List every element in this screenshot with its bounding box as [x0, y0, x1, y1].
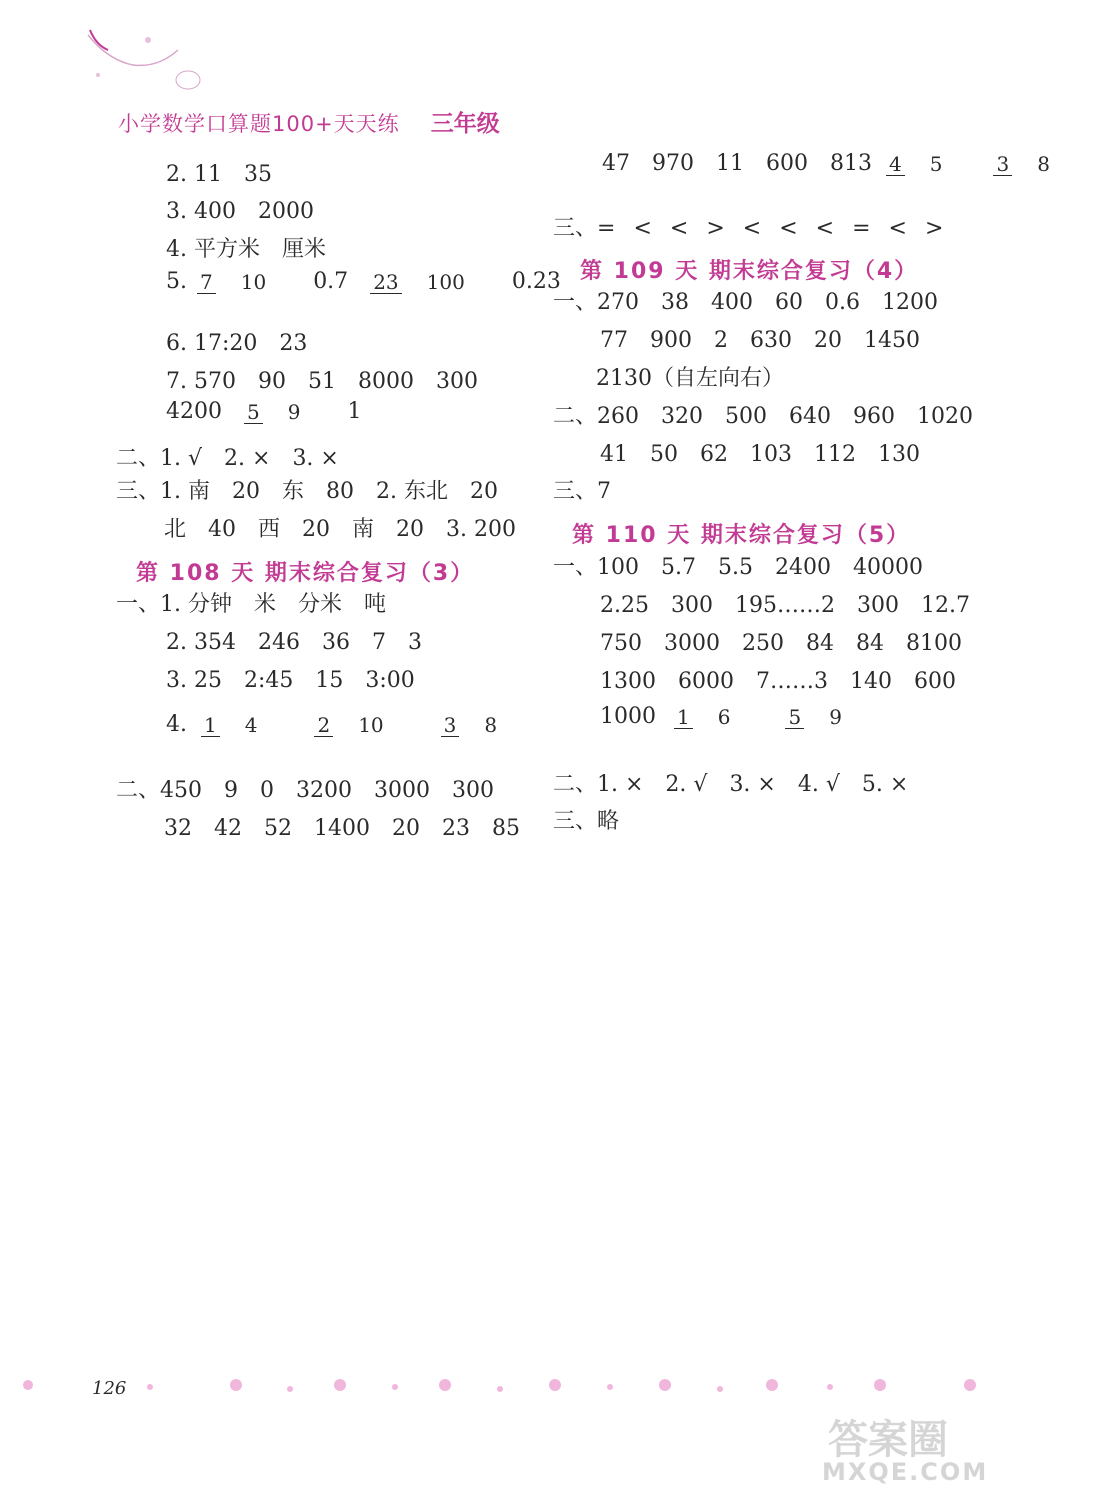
answer-item: 米 [253, 592, 276, 617]
answer-item: 5. × [861, 772, 909, 797]
running-header [118, 105, 500, 138]
answer-item: 2. 东北 [376, 479, 448, 504]
section-heading-day109: 第 109 天 期末综合复习（4） [580, 259, 919, 284]
answer-item: 2.25 [600, 593, 649, 618]
answer-item: 3000 [664, 631, 720, 656]
answer-item: 0.23 [511, 269, 561, 294]
flower-border-icon [0, 1365, 1000, 1405]
flower-decoration-icon [78, 20, 218, 95]
book-title: 小学数学口算题100+天天练 [118, 112, 400, 136]
answer-item: 23 [442, 816, 470, 841]
answer-item: 2. × [224, 446, 271, 471]
fraction: 3 8 [441, 714, 522, 737]
answer-item: 85 [492, 816, 520, 841]
answer-item: 23 [279, 331, 308, 356]
answer-item: 60 [775, 290, 803, 315]
answer-line [166, 667, 437, 695]
answer-line [116, 591, 408, 619]
answer-item: 42 [214, 816, 242, 841]
answer-item: 300 [670, 593, 713, 618]
answer-item: 3 [407, 630, 422, 655]
answer-item: 三、1. 南 [116, 479, 210, 504]
watermark-url: MXQE.COM [822, 1458, 989, 1486]
answer-item: 84 [856, 631, 884, 656]
grade-label: 三年级 [430, 111, 500, 137]
answer-item: 51 [307, 369, 336, 394]
answer-item: 8000 [357, 369, 414, 394]
answer-item: 3. 200 [446, 517, 517, 542]
answer-item: 11 [716, 151, 744, 176]
answer-item: 52 [264, 816, 292, 841]
answer-item: 4. 平方米 [166, 237, 260, 262]
answer-item: 3:00 [365, 668, 415, 693]
answer-item: 84 [806, 631, 834, 656]
answer-line [600, 668, 978, 696]
answer-item: 1 [347, 399, 362, 424]
fraction: 5 9 [785, 706, 866, 729]
answer-line [166, 330, 329, 358]
answer-item: 246 [257, 630, 300, 655]
answer-item: 分米 [298, 592, 343, 617]
answer-line [600, 592, 992, 620]
section-heading-day110: 第 110 天 期末综合复习（5） [572, 523, 911, 548]
answer-line-comparisons [553, 215, 943, 243]
answer-item: > [924, 216, 944, 241]
answer-item: 3. × [292, 446, 339, 471]
answer-line [166, 198, 336, 226]
answer-line-fractions [166, 711, 544, 739]
answer-item: 7……3 [756, 669, 828, 694]
answer-line [166, 161, 294, 189]
answer-item: 1400 [314, 816, 370, 841]
fraction: 23 100 [370, 271, 490, 294]
answer-item: > [706, 216, 725, 241]
answer-item: 二、450 [116, 778, 202, 803]
answer-item: 8100 [906, 631, 962, 656]
answer-line [553, 289, 960, 317]
answer-item: 38 [661, 290, 689, 315]
answer-item: 36 [321, 630, 350, 655]
answer-item: 1020 [917, 404, 973, 429]
answer-item: < [779, 216, 798, 241]
answer-item: 20 [231, 479, 260, 504]
answer-line [116, 478, 520, 506]
answer-item: 二、260 [553, 404, 639, 429]
answer-item: 一、270 [553, 290, 639, 315]
answer-item: 南 [352, 517, 375, 542]
answer-item: 12.7 [920, 593, 970, 618]
answer-item: 5. [166, 269, 187, 294]
answer-item: 4. √ [797, 772, 840, 797]
answer-item: 20 [396, 517, 425, 542]
answer-item: 47 [602, 151, 630, 176]
answer-item: 970 [652, 151, 694, 176]
answer-item: 640 [789, 404, 831, 429]
answer-item: 77 [600, 328, 628, 353]
answer-item: 300 [452, 778, 494, 803]
answer-line-fractions [602, 150, 1097, 178]
answer-item: 195……2 [734, 593, 835, 618]
answer-item: 2. 354 [166, 630, 236, 655]
answer-item: 20 [469, 479, 498, 504]
fraction: 1 4 [201, 714, 282, 737]
answer-item: 3. × [729, 772, 776, 797]
watermark-logo: 答案圈 [828, 1417, 948, 1463]
answer-item: 600 [914, 669, 956, 694]
answer-item: 900 [650, 328, 692, 353]
answer-item: 北 [164, 517, 187, 542]
answer-line [166, 629, 444, 657]
answer-item: 35 [243, 162, 272, 187]
answer-item: 2 [714, 328, 728, 353]
answer-item: 3. 25 [166, 668, 222, 693]
answer-item: 三、= [553, 216, 616, 241]
fraction: 7 10 [197, 271, 291, 294]
answer-item: 二、1. × [553, 772, 644, 797]
answer-line-fractions [600, 703, 889, 731]
answer-item: 6000 [678, 669, 734, 694]
answer-item: 1000 [600, 704, 656, 729]
answer-item: 300 [435, 369, 478, 394]
answer-item: < [669, 216, 689, 241]
answer-item: 0.6 [825, 290, 860, 315]
answer-item: 813 [830, 151, 872, 176]
answer-item: < [888, 216, 907, 241]
answer-item: 3. 400 [166, 199, 236, 224]
answer-item: 400 [711, 290, 753, 315]
answer-item: 140 [850, 669, 892, 694]
answer-item: 4200 [166, 399, 222, 424]
answer-item: 9 [224, 778, 238, 803]
answer-item: 三、略 [553, 809, 620, 834]
answer-line [116, 445, 361, 473]
answer-item: 41 [600, 442, 628, 467]
answer-item: 1450 [864, 328, 920, 353]
answer-item: 6. 17:20 [166, 331, 258, 356]
answer-item: 1200 [882, 290, 938, 315]
answer-item: 2130（自左向右） [596, 366, 784, 391]
answer-item: < [742, 216, 762, 241]
answer-line [164, 516, 538, 544]
answer-item: 250 [742, 631, 784, 656]
answer-item: 20 [302, 517, 331, 542]
answer-item: 3000 [374, 778, 430, 803]
answer-item: 112 [814, 442, 856, 467]
answer-item: 2. 11 [166, 162, 222, 187]
answer-item: 2. √ [665, 772, 708, 797]
answer-line [553, 808, 641, 836]
answer-line [166, 236, 348, 264]
answer-line [600, 327, 942, 355]
answer-item: 0.7 [313, 269, 349, 294]
answer-item: < [633, 216, 652, 241]
answer-item: 15 [315, 668, 344, 693]
answer-item: 一、1. 分钟 [116, 592, 232, 617]
answer-item: 5.7 [661, 555, 696, 580]
fraction: 4 5 [886, 153, 967, 176]
answer-item: 960 [853, 404, 895, 429]
answer-line [553, 771, 930, 799]
answer-line [600, 630, 984, 658]
answer-line [596, 365, 806, 393]
answer-item: 62 [700, 442, 728, 467]
answer-item: 吨 [364, 592, 387, 617]
answer-item: 40000 [853, 555, 923, 580]
answer-item: 二、1. √ [116, 446, 203, 471]
answer-item: 3200 [296, 778, 352, 803]
answer-item: 厘米 [281, 237, 326, 262]
answer-item: 0 [260, 778, 274, 803]
answer-item: = [852, 216, 871, 241]
answer-item: 三、7 [553, 479, 611, 504]
answer-item: 5.5 [718, 555, 753, 580]
answer-item: 32 [164, 816, 192, 841]
answer-item: 20 [392, 816, 420, 841]
answer-item: 300 [856, 593, 899, 618]
page-number: 126 [92, 1378, 127, 1399]
fraction: 3 8 [993, 153, 1074, 176]
answer-item: 1300 [600, 669, 656, 694]
answer-item: 东 [281, 479, 304, 504]
answer-item: 40 [208, 517, 237, 542]
answer-item: 130 [878, 442, 920, 467]
answer-line [166, 368, 500, 396]
answer-item: 2000 [257, 199, 314, 224]
answer-item: 500 [725, 404, 767, 429]
answer-item: < [815, 216, 835, 241]
answer-line [164, 815, 542, 843]
fraction: 5 9 [244, 401, 325, 424]
answer-item: 90 [257, 369, 286, 394]
answer-item: 7. 570 [166, 369, 236, 394]
answer-item: 西 [258, 517, 281, 542]
answer-item: 一、100 [553, 555, 639, 580]
answer-item: 2:45 [243, 668, 294, 693]
answer-item: 600 [766, 151, 808, 176]
section-heading-day108: 第 108 天 期末综合复习（3） [136, 561, 475, 586]
answer-line [553, 554, 945, 582]
answer-line [116, 777, 516, 805]
answer-item: 7 [371, 630, 386, 655]
answer-item: 750 [600, 631, 642, 656]
answer-item: 50 [650, 442, 678, 467]
fraction: 2 10 [314, 714, 408, 737]
answer-line [553, 403, 995, 431]
answer-line-fractions [166, 398, 383, 426]
answer-item: 2400 [775, 555, 831, 580]
answer-item: 20 [814, 328, 842, 353]
answer-item: 630 [750, 328, 792, 353]
answer-line-fractions [166, 268, 583, 296]
fraction: 1 6 [674, 706, 755, 729]
answer-item: 4. [166, 712, 187, 737]
answer-line [553, 478, 633, 506]
answer-line [600, 441, 942, 469]
answer-item: 320 [661, 404, 703, 429]
answer-item: 80 [326, 479, 354, 504]
answer-item: 103 [750, 442, 792, 467]
